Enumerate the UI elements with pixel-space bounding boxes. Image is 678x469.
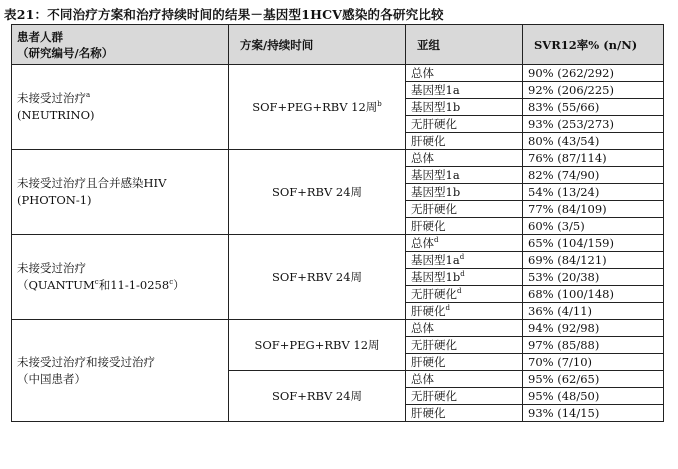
svr-cell: 80% (43/54) [523, 133, 664, 150]
svr-cell: 97% (85/88) [523, 337, 664, 354]
regimen-cell: SOF+PEG+RBV 12周 [229, 320, 406, 371]
subgroup-cell: 无肝硬化 [406, 116, 523, 133]
subgroup-cell: 基因型$1b^d$ [406, 269, 523, 286]
subgroup-cell: 肝硬化 [406, 133, 523, 150]
header-regimen: 方案/持续时间 [229, 25, 406, 65]
svr-cell: 69% (84/121) [523, 252, 664, 269]
subgroup-cell: 无肝硬化$^d$ [406, 286, 523, 303]
subgroup-cell: 无肝硬化 [406, 201, 523, 218]
svr-cell: 92% (206/225) [523, 82, 664, 99]
subgroup-cell: 总体 [406, 65, 523, 82]
study-name: （QUANTUM$^c$和11-1-0258$^c$） [17, 278, 185, 292]
svr-cell: 90% (262/292) [523, 65, 664, 82]
regimen-cell: SOF+RBV 24周 [229, 371, 406, 422]
subgroup-cell: 总体$^d$ [406, 235, 523, 252]
svr-cell: 93% (14/15) [523, 405, 664, 422]
header-svr: SVR12率% (n/N) [523, 25, 664, 65]
header-population-line2: （研究编号/名称） [17, 45, 114, 60]
svr-cell: 76% (87/114) [523, 150, 664, 167]
subgroup-cell: 基因型1b [406, 184, 523, 201]
svr-cell: 53% (20/38) [523, 269, 664, 286]
study-name: (NEUTRINO) [17, 108, 95, 122]
footnote-marker: d [457, 287, 462, 295]
svr-cell: 95% (48/50) [523, 388, 664, 405]
svr-cell: 65% (104/159) [523, 235, 664, 252]
population-label: 未接受过治疗 [17, 91, 86, 105]
svr-cell: 60% (3/5) [523, 218, 664, 235]
subgroup-cell: 无肝硬化 [406, 388, 523, 405]
regimen-cell: SOF+RBV 24周 [229, 235, 406, 320]
population-label: 未接受过治疗 [17, 261, 86, 275]
population-cell-photon [12, 150, 229, 235]
footnote-marker: d [445, 304, 450, 312]
subgroup-cell: 肝硬化$^d$ [406, 303, 523, 320]
svr-cell: 95% (62/65) [523, 371, 664, 388]
results-table [11, 24, 664, 422]
svr-cell: 94% (92/98) [523, 320, 664, 337]
subgroup-cell: 肝硬化 [406, 218, 523, 235]
footnote-marker: d [459, 253, 465, 261]
footnote-marker: d [460, 270, 465, 278]
regimen-cell [229, 65, 406, 150]
subgroup-cell: 基因型1a [406, 167, 523, 184]
subgroup-cell: 基因型1a [406, 82, 523, 99]
subgroup-cell: 基因型1b [406, 99, 523, 116]
footnote-marker: c [94, 278, 99, 286]
study-name: （中国患者） [17, 371, 86, 386]
population-label: 未接受过治疗和接受过治疗 [17, 354, 155, 369]
population-label: 未接受过治疗且合并感染HIV [17, 176, 167, 190]
population-cell-quantum [12, 235, 229, 320]
table-row [12, 320, 664, 337]
footnote-marker: c [169, 278, 174, 286]
svr-cell: 82% (74/90) [523, 167, 664, 184]
svr-cell: 83% (55/66) [523, 99, 664, 116]
footnote-marker: b [377, 100, 382, 108]
subgroup-cell: 总体 [406, 150, 523, 167]
subgroup-cell: 无肝硬化 [406, 337, 523, 354]
subgroup-cell: 肝硬化 [406, 354, 523, 371]
regimen-cell: SOF+RBV 24周 [229, 150, 406, 235]
table-title: 表21：不同治疗方案和治疗持续时间的结果－基因型1HCV感染的各研究比较 [4, 7, 444, 22]
svr-cell: 77% (84/109) [523, 201, 664, 218]
study-name: (PHOTON-1) [17, 193, 92, 207]
svr-cell: 54% (13/24) [523, 184, 664, 201]
population-cell-neutrino [12, 65, 229, 150]
svr-cell: 36% (4/11) [523, 303, 664, 320]
svr-cell: 93% (253/273) [523, 116, 664, 133]
svr-cell: 70% (7/10) [523, 354, 664, 371]
header-subgroup: 亚组 [406, 25, 523, 65]
subgroup-cell: 基因型$1a^d$ [406, 252, 523, 269]
subgroup-cell: 总体 [406, 320, 523, 337]
population-cell-china [12, 320, 229, 422]
subgroup-cell: 肝硬化 [406, 405, 523, 422]
header-row [12, 25, 664, 65]
header-population-line1: 患者人群 [17, 29, 63, 44]
svr-cell: 68% (100/148) [523, 286, 664, 303]
footnote-marker: a [86, 91, 91, 99]
header-population [12, 25, 229, 65]
table-row [12, 235, 664, 252]
table-row [12, 65, 664, 82]
footnote-marker: d [434, 236, 439, 244]
subgroup-cell: 总体 [406, 371, 523, 388]
regimen-label: SOF+PEG+RBV 12周 [252, 100, 378, 114]
table-row [12, 150, 664, 167]
